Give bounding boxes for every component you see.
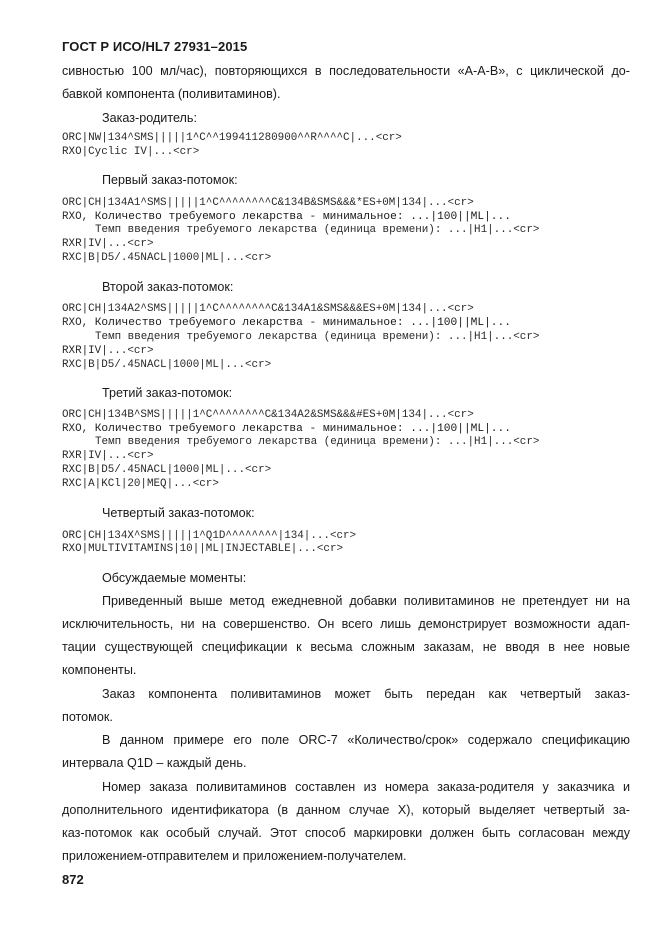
rxo-line [62,423,511,435]
paragraph-line: Приведенный выше метод ежедневной добавки поливитаминов не претендует ни на [102,594,630,608]
rxo-text: Количество требуемого лекарства - минимальное: ...|100||ML|... [94,211,511,223]
paragraph-line: потомок. [62,710,113,724]
rxo-line [62,211,511,223]
paragraph-line: дополнительного идентификатора (в данном случае X), который выделяет четвертый за- [62,803,630,817]
code-line: ORC|CH|134B^SMS|||||1^C^^^^^^^^C&134A2&SMS&&&#ES+0M|134|...<cr> [62,409,474,421]
code-line: RXC|B|D5/.45NACL|1000|ML|...<cr> [62,252,272,264]
discussion-caption: Обсуждаемые моменты: [102,571,247,585]
rate-line: Темп введения требуемого лекарства (единица времени): ...|H1|...<cr> [95,331,540,343]
code-line: RXO|MULTIVITAMINS|10||ML|INJECTABLE|...<cr> [62,543,344,555]
code-line: ORC|CH|134A1^SMS|||||1^C^^^^^^^^C&134B&SMS&&&*ES+0M|134|...<cr> [62,197,474,209]
section-caption-child-4: Четвертый заказ-потомок: [102,506,255,520]
paragraph-line: Номер заказа поливитаминов составлен из номера заказа-родителя у заказчика и [102,780,630,794]
code-line: ORC|CH|134X^SMS|||||1^Q1D^^^^^^^^|134|...<cr> [62,530,357,542]
code-line: RXR|IV|...<cr> [62,345,154,357]
code-line: RXC|B|D5/.45NACL|1000|ML|...<cr> [62,359,272,371]
paragraph-line: Заказ компонента поливитаминов может быть передан как четвертый заказ- [102,687,630,701]
paragraph-line: приложением-отправителем и приложением-получателем. [62,849,407,863]
section-caption-child-2: Второй заказ-потомок: [102,280,234,294]
intro-line-1: сивностью 100 мл/час), повторяющихся в последовательности «A-A-B», с циклической до- [62,64,630,78]
rate-line: Темп введения требуемого лекарства (единица времени): ...|H1|...<cr> [95,224,540,236]
code-line: RXC|A|KCl|20|MEQ|...<cr> [62,478,219,490]
rxo-prefix: RXO, [62,317,89,329]
rxo-text: Количество требуемого лекарства - минимальное: ...|100||ML|... [94,317,511,329]
code-line: RXR|IV|...<cr> [62,238,154,250]
paragraph-line: интервала Q1D – каждый день. [62,756,247,770]
intro-line-2: бавкой компонента (поливитаминов). [62,87,281,101]
rate-line: Темп введения требуемого лекарства (единица времени): ...|H1|...<cr> [95,436,540,448]
section-caption-child-3: Третий заказ-потомок: [102,386,233,400]
page-number: 872 [62,872,84,887]
code-line: ORC|CH|134A2^SMS|||||1^C^^^^^^^^C&134A1&SMS&&&ES+0M|134|...<cr> [62,303,474,315]
rxo-text: Количество требуемого лекарства - минимальное: ...|100||ML|... [94,423,511,435]
code-line: RXR|IV|...<cr> [62,450,154,462]
document-header: ГОСТ Р ИСО/HL7 27931–2015 [62,39,248,54]
paragraph-line: компоненты. [62,663,137,677]
paragraph-line: исключительность, ни на совершенство. Он всего лишь демонстрирует возможности адап- [62,617,630,631]
paragraph-line: тации существующей спецификации к весьма сложным заказам, не вводя в нее новые [62,640,630,654]
code-line: RXO|Cyclic IV|...<cr> [62,146,200,158]
code-line: RXC|B|D5/.45NACL|1000|ML|...<cr> [62,464,272,476]
rxo-line [62,317,511,329]
paragraph-line: каз-потомок как особый случай. Этот способ маркировки должен быть согласован между [62,826,630,840]
code-line: ORC|NW|134^SMS|||||1^C^^199411280900^^R^^^^C|...<cr> [62,132,402,144]
rxo-prefix: RXO, [62,423,89,435]
section-caption-child-1: Первый заказ-потомок: [102,173,238,187]
section-caption-parent: Заказ-родитель: [102,111,197,125]
rxo-prefix: RXO, [62,211,89,223]
paragraph-line: В данном примере его поле ORC-7 «Количество/срок» содержало спецификацию [102,733,630,747]
